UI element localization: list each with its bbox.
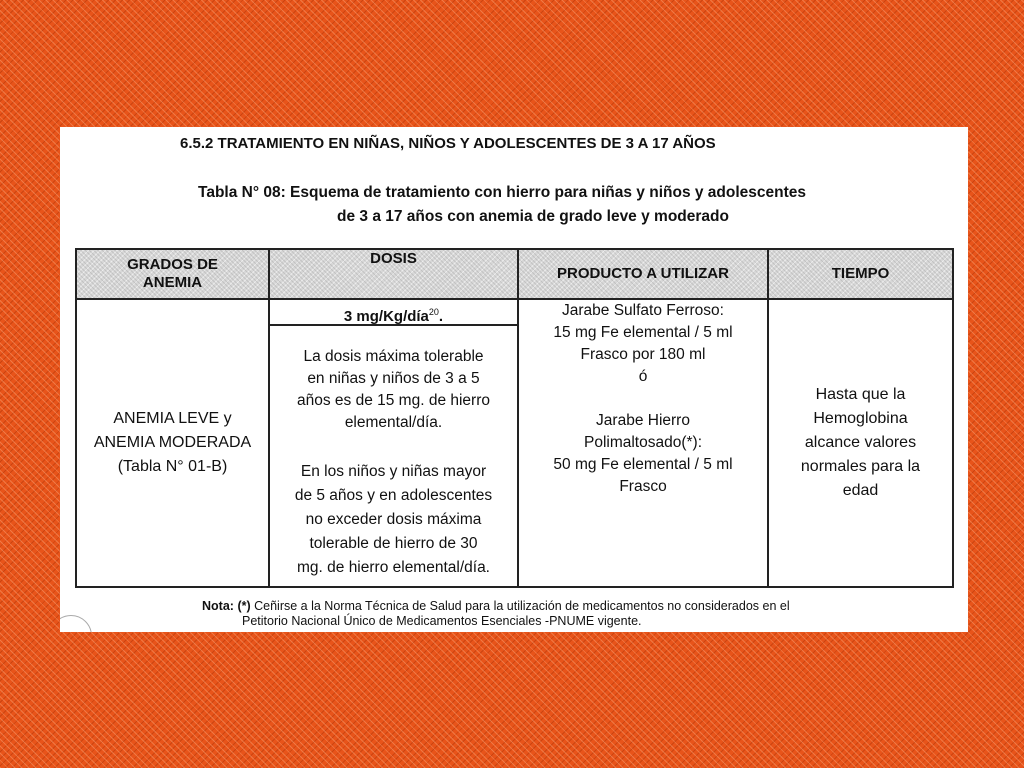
dose-p2-line: no exceder dosis máxima: [305, 511, 482, 528]
dose-paragraph-2: [270, 460, 517, 580]
header-grados-line2: ANEMIA: [142, 274, 203, 291]
header-grados: [76, 249, 269, 299]
grado-line3: (Tabla N° 01-B): [117, 458, 228, 475]
producto-gap: [519, 388, 767, 410]
dose-p2-line: tolerable de hierro de 30: [309, 535, 478, 552]
grado-line1: ANEMIA LEVE y: [113, 410, 232, 427]
tiempo-line: edad: [842, 482, 879, 499]
footnote-marker: (*): [237, 599, 251, 613]
header-dosis: DOSIS: [269, 249, 518, 299]
dose-paragraph-1: [270, 346, 517, 434]
cell-grado: [76, 299, 269, 587]
footnote-label: Nota:: [202, 599, 234, 613]
dose-p2-line: En los niños y niñas mayor: [300, 463, 487, 480]
table-header-row: [76, 249, 953, 299]
producto-line: Frasco por 180 ml: [580, 346, 706, 363]
producto-line: Jarabe Sulfato Ferroso:: [562, 302, 724, 319]
cell-dosis: [269, 299, 518, 587]
dose-footnote-ref: 20: [428, 307, 439, 317]
footnote-line1: Ceñirse a la Norma Técnica de Salud para la utilización de medicamentos no considerados en el: [254, 599, 790, 613]
dose-p2-line: mg. de hierro elemental/día.: [297, 559, 490, 576]
dose-p2-line: de 5 años y en adolescentes: [294, 487, 493, 504]
producto-line: Jarabe Hierro: [596, 412, 690, 429]
grado-line2: ANEMIA MODERADA: [93, 434, 252, 451]
document-page: [60, 127, 968, 632]
dose-main-value: 3 mg/Kg/día: [343, 308, 429, 325]
footnote-line2: Petitorio Nacional Único de Medicamentos Esenciales -PNUME vigente.: [242, 614, 642, 628]
dose-p1-line: en niñas y niños de 3 a 5: [307, 370, 480, 387]
dose-p1-line: años es de 15 mg. de hierro: [296, 392, 490, 409]
producto-line: Polimaltosado(*):: [583, 434, 703, 451]
stamp-mark: [60, 615, 92, 632]
tiempo-line: alcance valores: [804, 434, 917, 451]
tiempo-line: Hemoglobina: [813, 410, 908, 427]
dose-p1-line: La dosis máxima tolerable: [303, 348, 484, 365]
producto-line: Frasco: [619, 478, 667, 495]
producto-line: ó: [638, 368, 648, 385]
tiempo-line: normales para la: [800, 458, 921, 475]
section-title: 6.5.2 TRATAMIENTO EN NIÑAS, NIÑOS Y ADOLESCENTES DE 3 A 17 AÑOS: [180, 135, 716, 152]
cell-tiempo: [768, 299, 953, 587]
caption-line-1: Tabla N° 08: Esquema de tratamiento con hierro para niñas y niños y adolescentes: [198, 184, 807, 201]
treatment-table: [75, 248, 954, 588]
dose-main-suffix: .: [438, 308, 444, 325]
table-caption: [198, 181, 938, 229]
footnote: [202, 599, 962, 629]
dose-p1-line: elemental/día.: [344, 414, 443, 431]
producto-line: 50 mg Fe elemental / 5 ml: [553, 456, 733, 473]
header-producto: PRODUCTO A UTILIZAR: [518, 249, 768, 299]
tiempo-line: Hasta que la: [815, 386, 906, 403]
caption-line-2: de 3 a 17 años con anemia de grado leve y moderado: [337, 208, 729, 225]
producto-line: 15 mg Fe elemental / 5 ml: [553, 324, 733, 341]
table-row: [76, 299, 953, 587]
dose-main: [270, 300, 517, 326]
header-tiempo: TIEMPO: [768, 249, 953, 299]
cell-producto: [518, 299, 768, 587]
header-grados-line1: GRADOS DE: [127, 256, 218, 273]
